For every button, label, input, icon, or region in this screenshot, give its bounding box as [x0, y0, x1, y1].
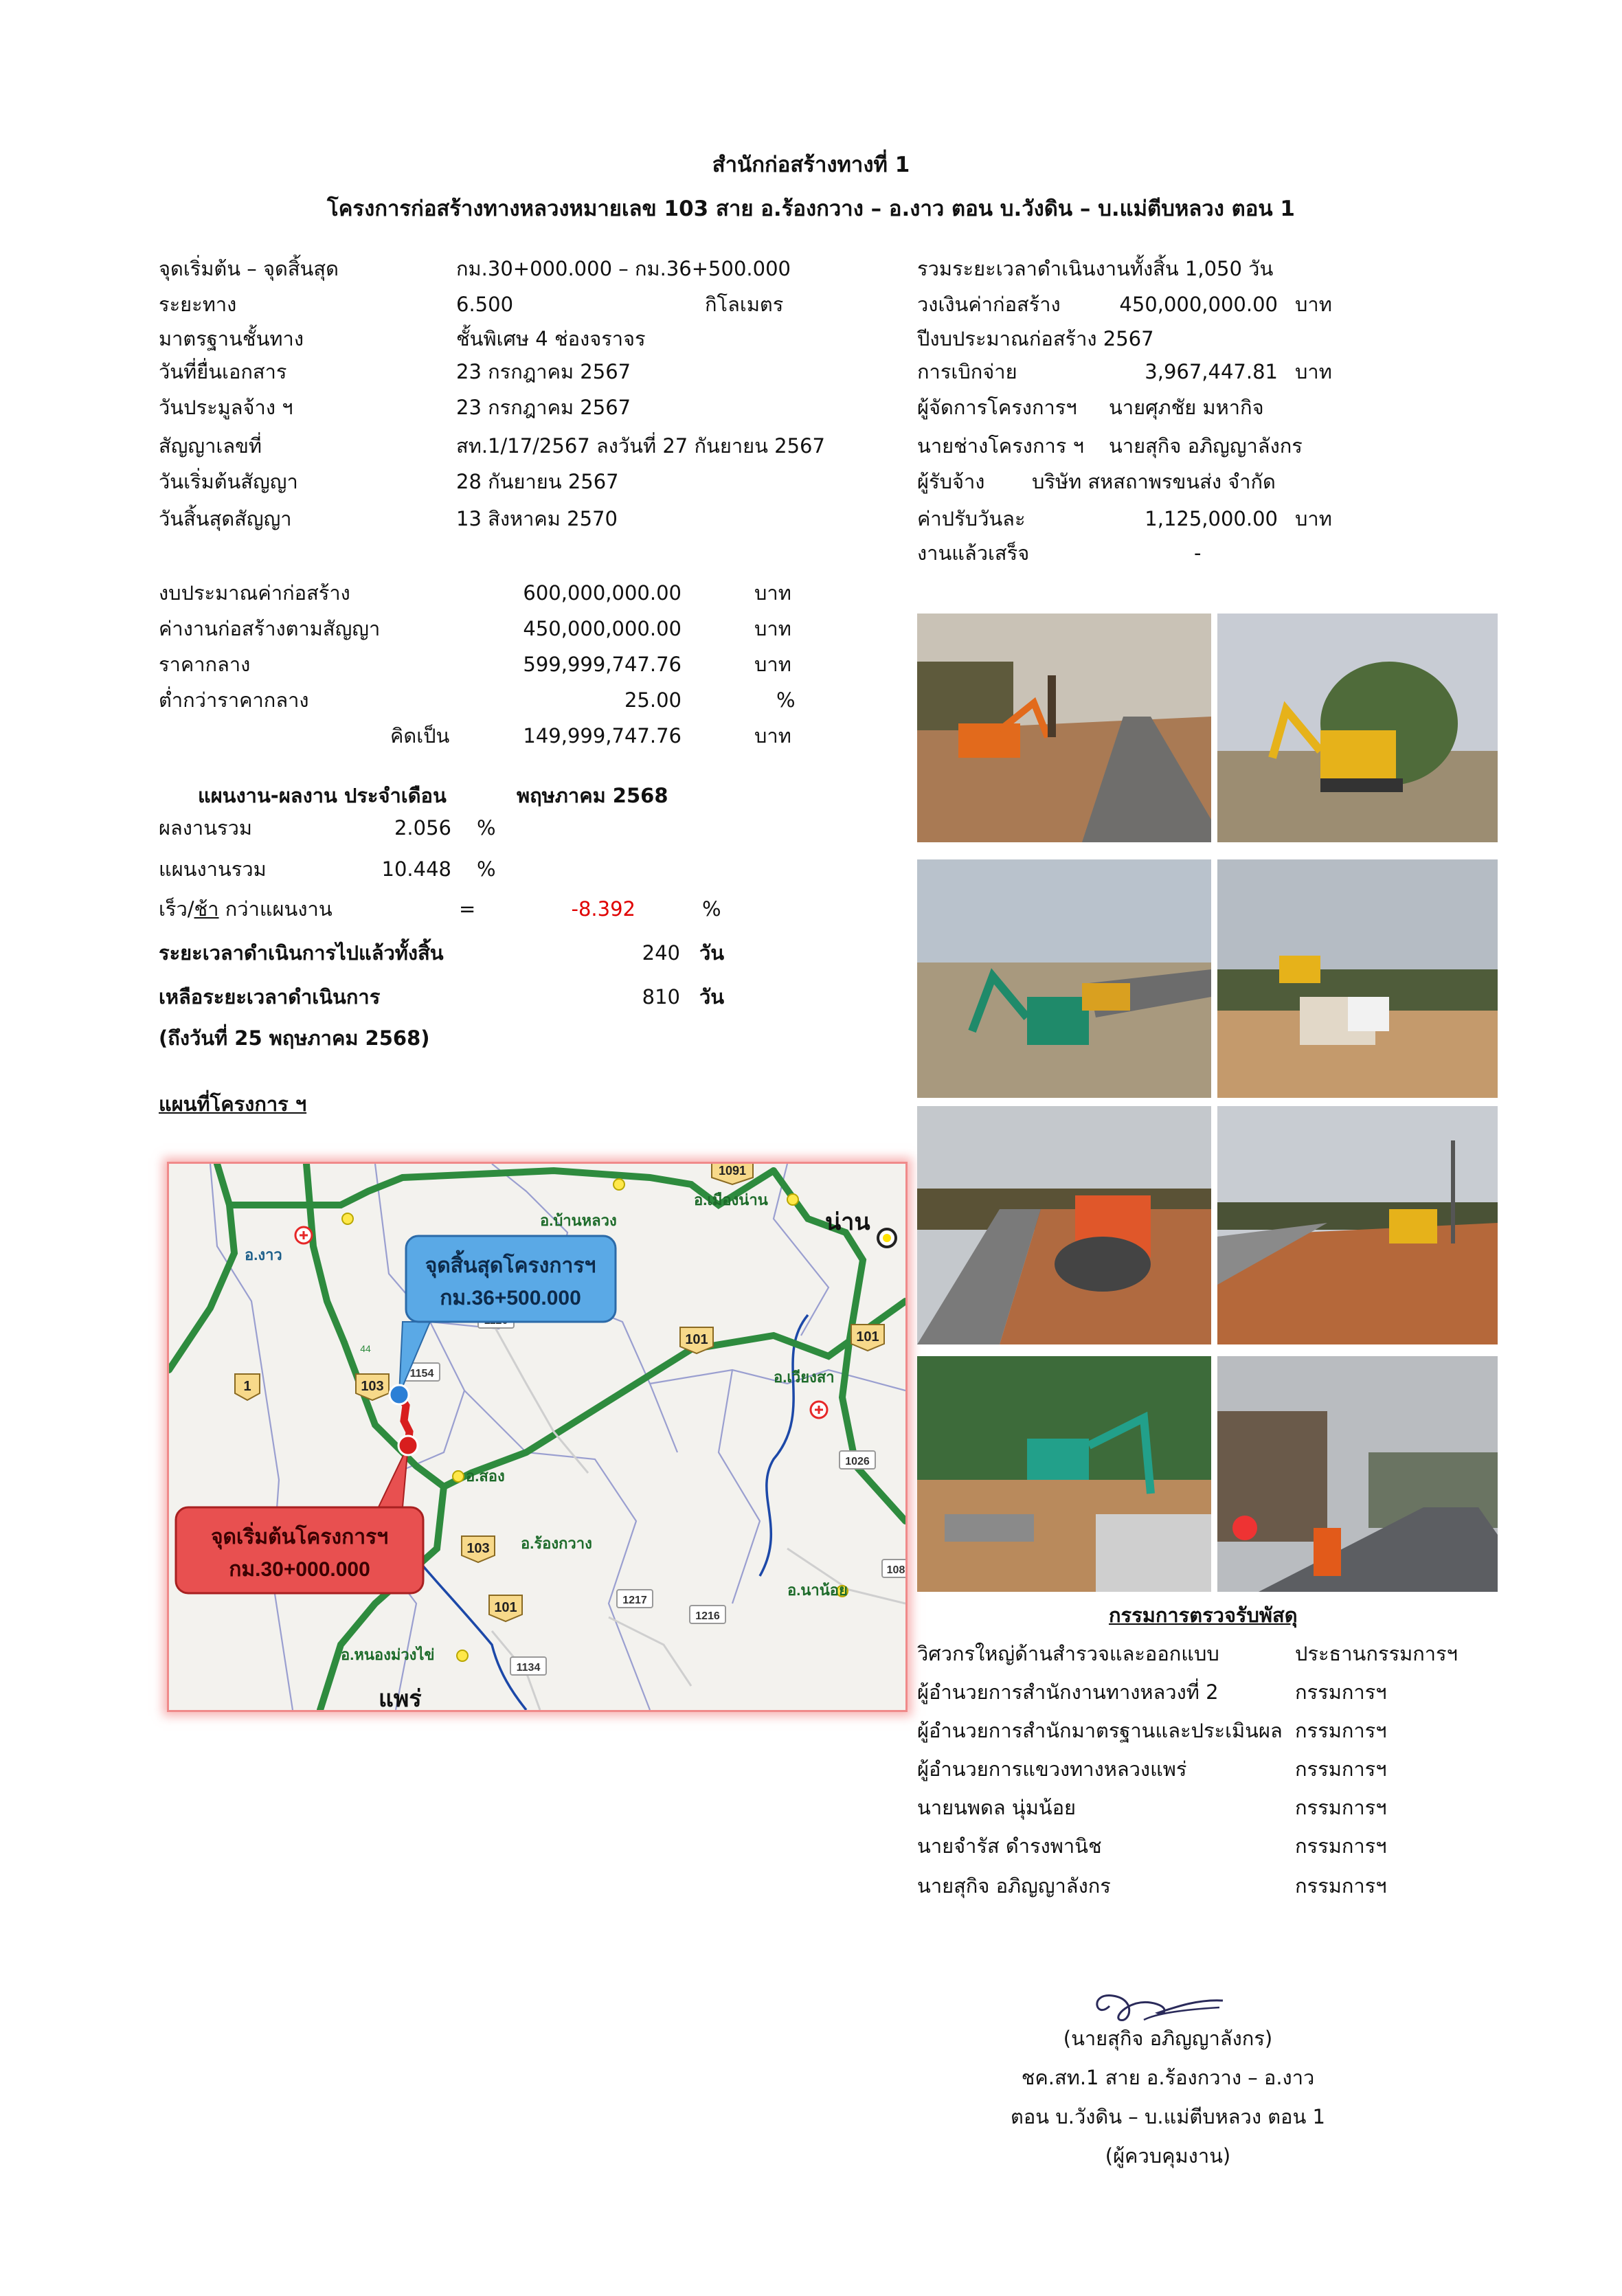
- budget-unit: บาท: [754, 617, 791, 640]
- svg-text:อ.เมืองน่าน: อ.เมืองน่าน: [694, 1191, 768, 1208]
- svg-text:อ.หนองม่วงไข่: อ.หนองม่วงไข่: [341, 1646, 435, 1663]
- committee-member-role: ประธานกรรมการฯ: [1295, 1642, 1458, 1665]
- info-label: วันประมูลจ้าง ฯ: [159, 396, 293, 419]
- svg-text:น่าน: น่าน: [825, 1209, 870, 1235]
- elapsed-unit: วัน: [699, 941, 725, 965]
- info-value: สท.1/17/2567 ลงวันที่ 27 กันยายน 2567: [456, 434, 825, 458]
- elapsed-value: 240: [642, 941, 680, 965]
- committee-member-role: กรรมการฯ: [1295, 1834, 1387, 1858]
- info-label: วงเงินค่าก่อสร้าง: [917, 293, 1061, 316]
- budget-value: 149,999,747.76: [523, 724, 682, 747]
- budget-unit: %: [776, 688, 796, 712]
- actual-value: 2.056: [394, 816, 451, 840]
- signer-line-2: ตอน บ.วังดิน – บ.แม่ตีบหลวง ตอน 1: [1011, 2105, 1325, 2128]
- budget-label: งบประมาณค่าก่อสร้าง: [159, 581, 350, 605]
- elapsed-label: ระยะเวลาดำเนินการไปแล้วทั้งสิ้น: [159, 941, 444, 965]
- budget-label: คิดเป็น: [390, 724, 450, 747]
- info-unit: บาท: [1295, 507, 1332, 530]
- diff-label-pre: เร็ว/: [159, 897, 194, 921]
- committee-member-role: กรรมการฯ: [1295, 1719, 1387, 1742]
- svg-text:1217: 1217: [622, 1595, 647, 1606]
- info-unit: บาท: [1295, 360, 1332, 383]
- budget-label: ราคากลาง: [159, 653, 251, 676]
- svg-text:แพร่: แพร่: [379, 1686, 422, 1710]
- committee-member-name: ผู้อำนวยการสำนักงานทางหลวงที่ 2: [917, 1680, 1219, 1704]
- info-label: ระยะทาง: [159, 293, 237, 316]
- info-value: 1,125,000.00: [1145, 507, 1278, 530]
- svg-text:1134: 1134: [516, 1662, 541, 1674]
- info-label: นายช่างโครงการ ฯ: [917, 434, 1084, 458]
- budget-unit: บาท: [754, 724, 791, 747]
- committee-member-name: นายนพดล นุ่มน้อย: [917, 1796, 1077, 1819]
- svg-text:1: 1: [243, 1379, 251, 1394]
- map-canvas: [169, 1164, 905, 1710]
- svg-text:1026: 1026: [845, 1456, 870, 1467]
- svg-text:จุดเริ่มต้นโครงการฯ: จุดเริ่มต้นโครงการฯ: [210, 1526, 389, 1549]
- committee-member-name: นายจำรัส ดำรงพานิช: [917, 1834, 1102, 1858]
- info-value: นายสุกิจ อภิญญาลังกร: [1109, 434, 1303, 458]
- progress-month: พฤษภาคม 2568: [517, 784, 668, 807]
- plan-label: แผนงานรวม: [159, 857, 267, 881]
- asof-date: (ถึงวันที่ 25 พฤษภาคม 2568): [159, 1026, 430, 1050]
- info-value: 28 กันยายน 2567: [456, 470, 619, 493]
- info-label: มาตรฐานชั้นทาง: [159, 327, 304, 350]
- diff-label-slow: ช้า: [194, 897, 219, 921]
- site-photo-hazy-road: [1217, 1356, 1498, 1592]
- plan-unit: %: [477, 857, 496, 881]
- info-unit: กิโลเมตร: [705, 293, 784, 316]
- info-value: บริษัท สหสถาพรขนส่ง จำกัด: [1032, 470, 1276, 493]
- committee-member-name: วิศวกรใหญ่ด้านสำรวจและออกแบบ: [917, 1642, 1219, 1665]
- svg-text:จุดสิ้นสุดโครงการฯ: จุดสิ้นสุดโครงการฯ: [425, 1254, 596, 1277]
- info-value: 13 สิงหาคม 2570: [456, 507, 618, 530]
- plan-value: 10.448: [381, 857, 451, 881]
- svg-text:อ.งาว: อ.งาว: [245, 1246, 282, 1263]
- info-label: วันที่ยื่นเอกสาร: [159, 360, 287, 383]
- info-value: 3,967,447.81: [1145, 360, 1278, 383]
- svg-text:101: 101: [685, 1332, 708, 1347]
- project-title: โครงการก่อสร้างทางหลวงหมายเลข 103 สาย อ.ร้องกวาง – อ.งาว ตอน บ.วังดิน – บ.แม่ตีบหลวง ตอน 1: [327, 196, 1295, 221]
- info-label: ผู้รับจ้าง: [917, 470, 985, 493]
- svg-text:อ.สอง: อ.สอง: [466, 1467, 505, 1485]
- signer-name: (นายสุกิจ อภิญญาลังกร): [1063, 2027, 1273, 2050]
- diff-value: -8.392: [571, 897, 635, 921]
- svg-text:101: 101: [494, 1600, 517, 1615]
- svg-text:กม.30+000.000: กม.30+000.000: [229, 1558, 370, 1581]
- info-label: วันเริ่มต้นสัญญา: [159, 470, 298, 493]
- progress-heading: แผนงาน-ผลงาน ประจำเดือน: [198, 784, 447, 807]
- committee-member-role: กรรมการฯ: [1295, 1680, 1387, 1704]
- project-map: [167, 1162, 908, 1712]
- site-photo-yellow-excavator: [1217, 614, 1498, 842]
- committee-title: กรรมการตรวจรับพัสดุ: [1109, 1603, 1298, 1627]
- budget-unit: บาท: [754, 653, 791, 676]
- info-label: จุดเริ่มต้น – จุดสิ้นสุด: [159, 257, 339, 280]
- svg-text:1154: 1154: [409, 1368, 434, 1380]
- info-value: 23 กรกฎาคม 2567: [456, 360, 631, 383]
- info-unit: บาท: [1295, 293, 1332, 316]
- svg-text:103: 103: [466, 1541, 490, 1556]
- committee-member-name: นายสุกิจ อภิญญาลังกร: [917, 1874, 1111, 1898]
- info-label: วันสิ้นสุดสัญญา: [159, 507, 292, 530]
- info-value: กม.30+000.000 – กม.36+500.000: [456, 257, 791, 280]
- info-value: 450,000,000.00: [1119, 293, 1278, 316]
- budget-value: 25.00: [624, 688, 682, 712]
- info-value: ชั้นพิเศษ 4 ช่องจราจร: [456, 327, 646, 350]
- info-label: ค่าปรับวันละ: [917, 507, 1026, 530]
- info-label: รวมระยะเวลาดำเนินงานทั้งสิ้น 1,050 วัน: [917, 257, 1274, 280]
- budget-value: 450,000,000.00: [523, 617, 682, 640]
- office-title: สำนักก่อสร้างทางที่ 1: [712, 153, 910, 177]
- remain-label: เหลือระยะเวลาดำเนินการ: [159, 985, 381, 1009]
- svg-text:อ.เวียงสา: อ.เวียงสา: [774, 1369, 835, 1386]
- committee-member-name: ผู้อำนวยการแขวงทางหลวงแพร่: [917, 1757, 1187, 1781]
- budget-value: 599,999,747.76: [523, 653, 682, 676]
- budget-label: ค่างานก่อสร้างตามสัญญา: [159, 617, 381, 640]
- site-photo-green-excavator: [917, 859, 1211, 1098]
- committee-member-role: กรรมการฯ: [1295, 1757, 1387, 1781]
- svg-text:อ.นาน้อย: อ.นาน้อย: [787, 1582, 848, 1599]
- site-photo-excavator-roadside: [917, 614, 1211, 842]
- info-label: การเบิกจ่าย: [917, 360, 1017, 383]
- svg-text:อ.ร้องกวาง: อ.ร้องกวาง: [521, 1535, 592, 1552]
- diff-label-post: กว่าแผนงาน: [218, 897, 333, 921]
- budget-label: ต่ำกว่าราคากลาง: [159, 688, 309, 712]
- svg-text:44: 44: [360, 1343, 371, 1354]
- info-label: ผู้จัดการโครงการฯ: [917, 396, 1077, 419]
- info-label: สัญญาเลขที่: [159, 434, 262, 458]
- site-photo-drainage-excavation: [917, 1356, 1211, 1592]
- committee-member-name: ผู้อำนวยการสำนักมาตรฐานและประเมินผล: [917, 1719, 1283, 1742]
- svg-text:อ.บ้านหลวง: อ.บ้านหลวง: [540, 1212, 617, 1229]
- diff-equals: =: [459, 897, 476, 921]
- diff-unit: %: [702, 897, 721, 921]
- info-label: ปีงบประมาณก่อสร้าง 2567: [917, 327, 1154, 350]
- svg-text:103: 103: [361, 1379, 384, 1394]
- diff-label: [159, 897, 333, 921]
- info-value: นายศุภชัย มหากิจ: [1109, 396, 1264, 419]
- svg-text:108: 108: [886, 1564, 905, 1576]
- info-value: -: [1194, 541, 1202, 565]
- budget-value: 600,000,000.00: [523, 581, 682, 605]
- info-value: 23 กรกฎาคม 2567: [456, 396, 631, 419]
- site-photo-graded-road: [1217, 1106, 1498, 1344]
- signer-line-1: ชค.สท.1 สาย อ.ร้องกวาง – อ.งาว: [1021, 2066, 1315, 2089]
- signer-role: (ผู้ควบคุมงาน): [1105, 2144, 1231, 2168]
- svg-text:101: 101: [856, 1329, 879, 1344]
- info-value: 6.500: [456, 293, 514, 316]
- actual-label: ผลงานรวม: [159, 816, 253, 840]
- svg-text:1216: 1216: [695, 1610, 720, 1622]
- budget-unit: บาท: [754, 581, 791, 605]
- map-title: แผนที่โครงการ ฯ: [159, 1092, 307, 1116]
- info-label: งานแล้วเสร็จ: [917, 541, 1030, 565]
- actual-unit: %: [477, 816, 496, 840]
- svg-text:กม.36+500.000: กม.36+500.000: [440, 1287, 581, 1309]
- svg-text:1091: 1091: [718, 1164, 747, 1178]
- site-photo-dump-truck: [1217, 859, 1498, 1098]
- committee-member-role: กรรมการฯ: [1295, 1874, 1387, 1898]
- site-photo-road-roller: [917, 1106, 1211, 1344]
- remain-unit: วัน: [699, 985, 725, 1009]
- remain-value: 810: [642, 985, 680, 1009]
- committee-member-role: กรรมการฯ: [1295, 1796, 1387, 1819]
